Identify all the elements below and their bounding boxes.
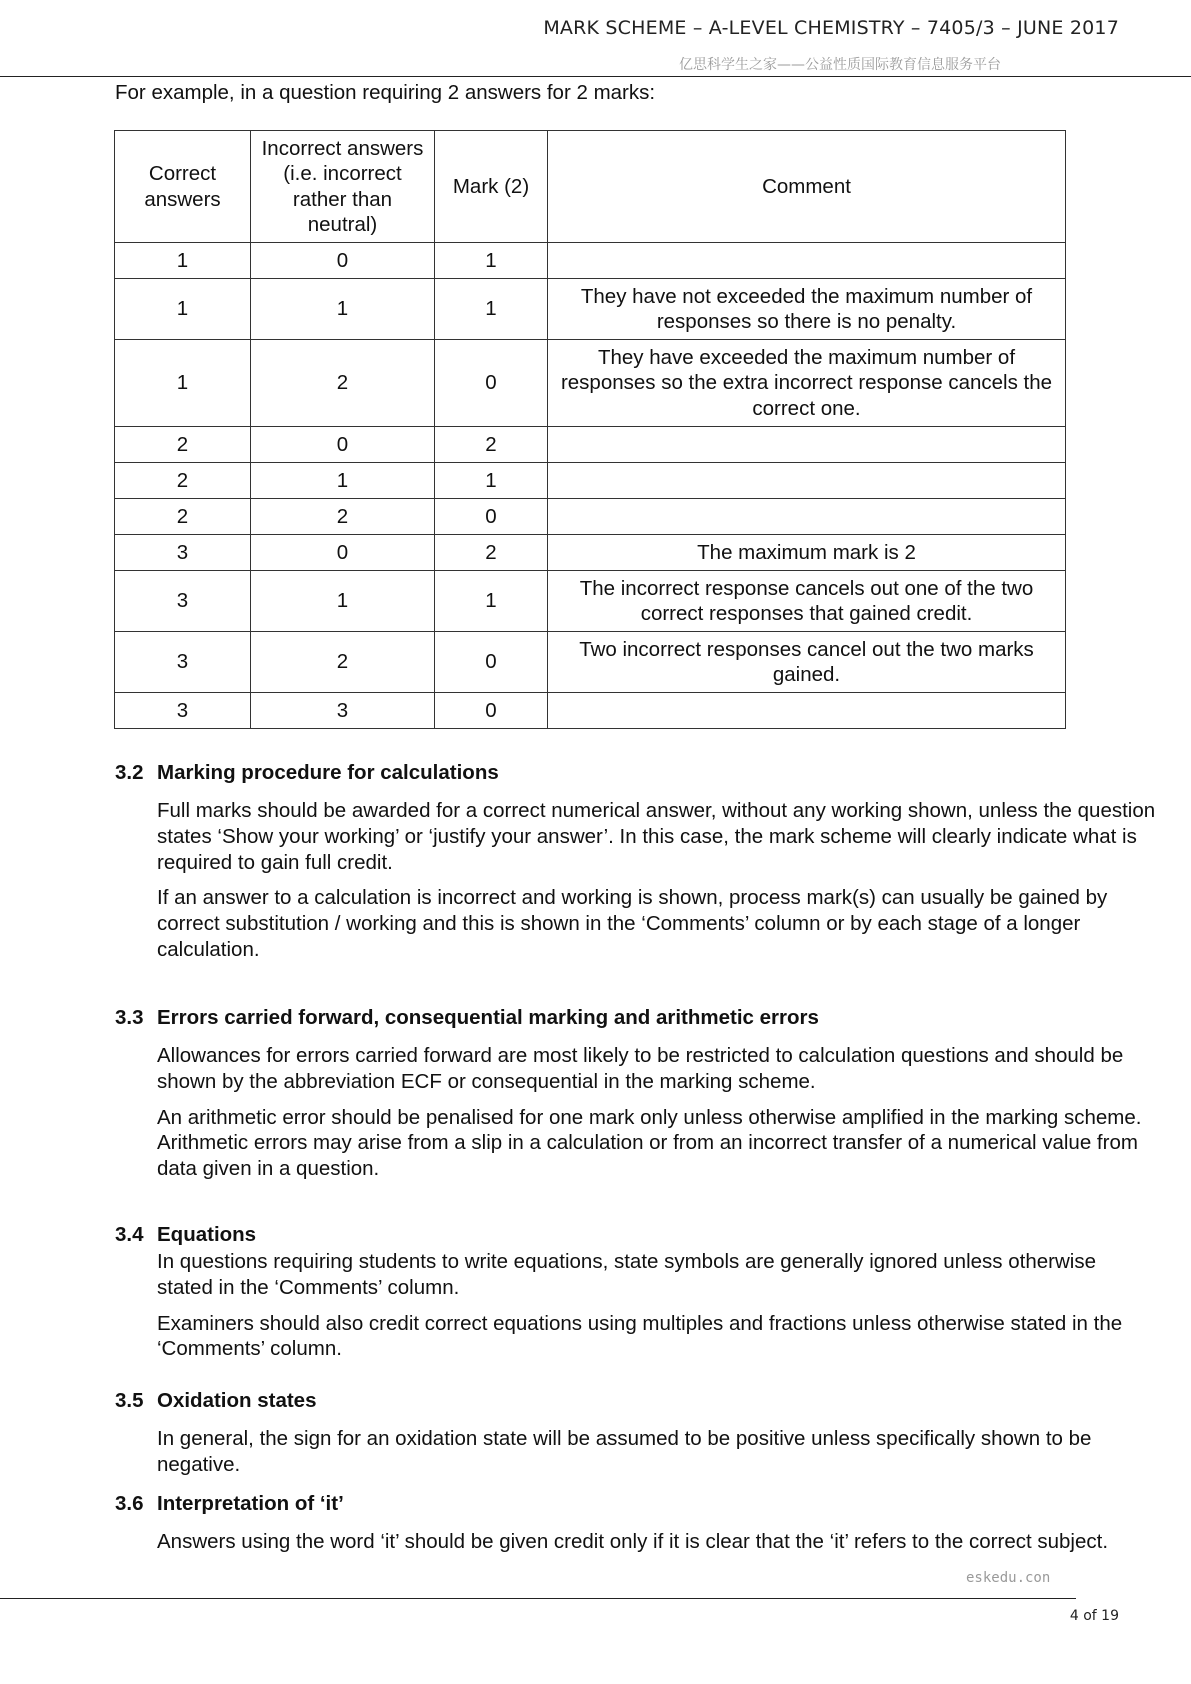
table-row (115, 340, 1066, 427)
section-heading (115, 1492, 1115, 1516)
cell-incorrect: 1 (251, 279, 435, 340)
section-paragraph: In general, the sign for an oxidation state will be assumed to be positive unless specifically shown to be negative. (157, 1427, 1092, 1476)
table-row (115, 427, 1066, 463)
intro-text: For example, in a question requiring 2 answers for 2 marks: (115, 81, 656, 104)
section-number: 3.6 (115, 1492, 144, 1515)
table-row (115, 279, 1066, 340)
table-row (115, 499, 1066, 535)
cell-mark: 1 (435, 243, 548, 279)
table-row (115, 693, 1066, 729)
cell-correct: 3 (115, 632, 251, 693)
cell-incorrect: 2 (251, 632, 435, 693)
cell-comment (548, 427, 1066, 463)
footer-divider (0, 1598, 1076, 1599)
cell-comment (548, 463, 1066, 499)
cell-mark: 1 (435, 279, 548, 340)
section-3-4 (115, 1223, 1123, 1362)
cell-correct: 2 (115, 463, 251, 499)
section-heading (115, 1389, 1115, 1413)
cell-comment (548, 243, 1066, 279)
cell-mark: 2 (435, 535, 548, 571)
header-incorrect-answers: Incorrect answers (i.e. incorrect rather than neutral) (251, 131, 435, 243)
section-3-5 (115, 1389, 1115, 1478)
cell-mark: 2 (435, 427, 548, 463)
header-divider (0, 76, 1191, 77)
section-paragraph: Answers using the word ‘it’ should be given credit only if it is clear that the ‘it’ refers to the correct subject. (157, 1530, 1109, 1553)
page-number: 4 of 19 (1069, 1608, 1119, 1624)
section-heading (115, 1223, 1115, 1247)
section-paragraph: If an answer to a calculation is incorrect and working is shown, process mark(s) can usually be gained by correct substitution / working and this is shown in the ‘Comments’ column or by each stage of a longer calculation. (157, 886, 1108, 961)
table-row (115, 463, 1066, 499)
cell-comment: The maximum mark is 2 (548, 535, 1066, 571)
section-title: Interpretation of ‘it’ (157, 1492, 344, 1515)
cell-correct: 1 (115, 279, 251, 340)
cell-comment (548, 693, 1066, 729)
cell-correct: 3 (115, 693, 251, 729)
header-correct-answers: Correct answers (115, 131, 251, 243)
cell-correct: 1 (115, 243, 251, 279)
table-row (115, 535, 1066, 571)
cell-correct: 3 (115, 571, 251, 632)
cell-incorrect: 1 (251, 571, 435, 632)
cell-mark: 0 (435, 499, 548, 535)
section-paragraph: Allowances for errors carried forward are most likely to be restricted to calculation questions and should be shown by the abbreviation ECF or consequential in the marking scheme. (157, 1044, 1124, 1093)
section-title: Marking procedure for calculations (157, 761, 499, 784)
cell-comment: Two incorrect responses cancel out the two marks gained. (548, 632, 1066, 693)
section-3-6 (115, 1492, 1115, 1555)
document-header-title: MARK SCHEME – A-LEVEL CHEMISTRY – 7405/3 – JUNE 2017 (543, 17, 1119, 39)
table-row (115, 632, 1066, 693)
section-number: 3.3 (115, 1006, 144, 1029)
cell-mark: 0 (435, 340, 548, 427)
section-3-3 (115, 1006, 1142, 1182)
section-number: 3.5 (115, 1389, 144, 1412)
cell-incorrect: 2 (251, 499, 435, 535)
table-row (115, 571, 1066, 632)
cell-correct: 2 (115, 427, 251, 463)
cell-comment: They have not exceeded the maximum number of responses so there is no penalty. (548, 279, 1066, 340)
marking-example-table (114, 130, 1066, 729)
section-paragraph: In questions requiring students to write equations, state symbols are generally ignored unless otherwise stated in the ‘Comments’ column. (157, 1250, 1096, 1299)
cell-mark: 0 (435, 632, 548, 693)
table-header-row (115, 131, 1066, 243)
section-paragraph: An arithmetic error should be penalised for one mark only unless otherwise amplified in the marking scheme. Arithmetic errors may arise from a slip in a calculation or from an incorrect transfer of a numerical value from data given in a question. (157, 1105, 1142, 1181)
cell-incorrect: 3 (251, 693, 435, 729)
header-comment: Comment (548, 131, 1066, 243)
section-paragraph: Full marks should be awarded for a correct numerical answer, without any working shown, unless the question states ‘Show your working’ or ‘justify your answer’. In this case, the mark scheme will clearly indicate what is required to gain full credit. (157, 799, 1156, 874)
section-number: 3.2 (115, 761, 144, 784)
header-mark: Mark (2) (435, 131, 548, 243)
cell-comment: The incorrect response cancels out one of the two correct responses that gained credit. (548, 571, 1066, 632)
section-paragraph: Examiners should also credit correct equations using multiples and fractions unless otherwise stated in the ‘Comments’ column. (157, 1311, 1123, 1361)
section-title: Equations (157, 1223, 257, 1246)
header-watermark: 亿思科学生之家——公益性质国际教育信息服务平台 (679, 57, 1001, 73)
cell-comment (548, 499, 1066, 535)
cell-mark: 1 (435, 571, 548, 632)
cell-correct: 1 (115, 340, 251, 427)
cell-incorrect: 1 (251, 463, 435, 499)
table-row (115, 243, 1066, 279)
section-title: Errors carried forward, consequential marking and arithmetic errors (157, 1006, 819, 1029)
cell-incorrect: 0 (251, 427, 435, 463)
cell-correct: 3 (115, 535, 251, 571)
cell-incorrect: 2 (251, 340, 435, 427)
section-heading (115, 761, 1115, 785)
section-3-2 (115, 761, 1156, 963)
cell-correct: 2 (115, 499, 251, 535)
cell-mark: 1 (435, 463, 548, 499)
cell-incorrect: 0 (251, 243, 435, 279)
footer-watermark: eskedu.con (966, 1570, 1051, 1586)
section-number: 3.4 (115, 1223, 144, 1246)
cell-comment: They have exceeded the maximum number of responses so the extra incorrect response cancels the correct one. (548, 340, 1066, 427)
cell-mark: 0 (435, 693, 548, 729)
section-heading (115, 1006, 1115, 1030)
section-title: Oxidation states (157, 1389, 317, 1412)
cell-incorrect: 0 (251, 535, 435, 571)
